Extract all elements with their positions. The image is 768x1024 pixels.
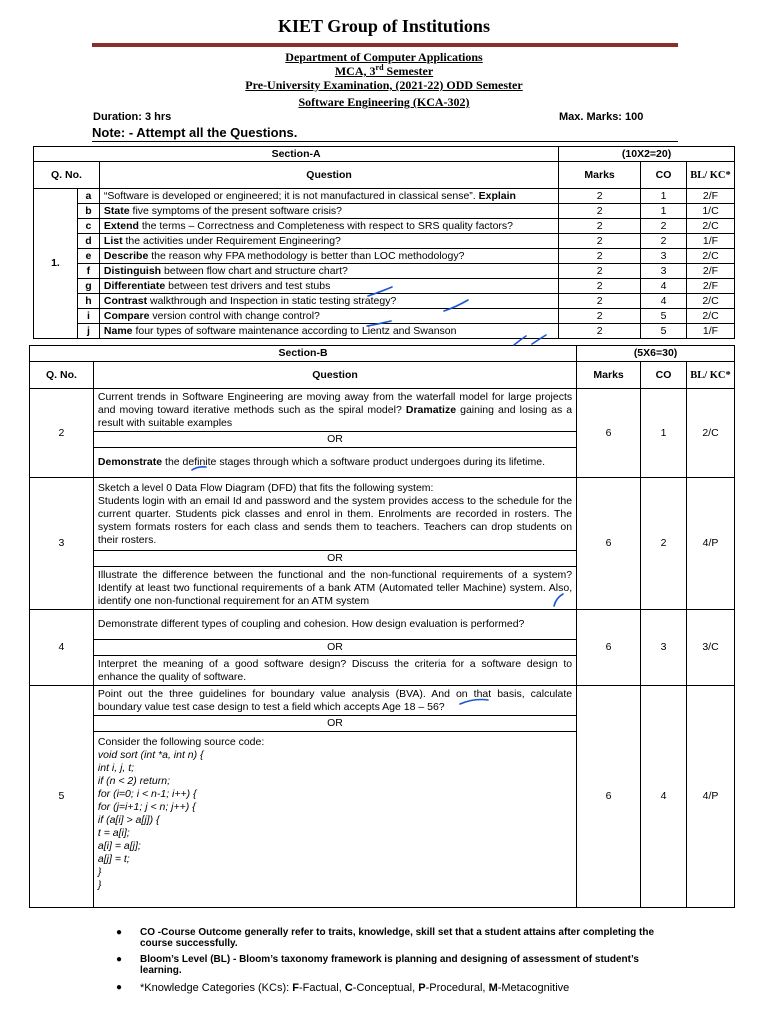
code-line: for (j=i+1; j < n; j++) { — [97, 801, 196, 813]
sub-question-text: Distinguish between flow chart and structure chart? — [99, 264, 558, 279]
footnote-kc: ● *Knowledge Categories (KCs): F-Factual, C-Conceptual, P-Procedural, M-Metacognitive — [116, 982, 570, 994]
q3-number: 3 — [30, 478, 94, 610]
q1-number: 1. — [34, 189, 78, 339]
header-bl: BL/ KC* — [687, 162, 735, 189]
sub-question-co: 4 — [641, 294, 687, 309]
header-bl: BL/ KC* — [687, 362, 735, 389]
q4-co: 3 — [641, 610, 687, 686]
sub-question-letter: e — [77, 249, 99, 264]
sub-question-marks: 2 — [559, 279, 641, 294]
pen-tick-j1 — [514, 336, 526, 345]
sub-question-marks: 2 — [559, 234, 641, 249]
code-line: void sort (int *a, int n) { — [97, 749, 204, 761]
sub-question-bl: 2/C — [687, 219, 735, 234]
sub-question-co: 3 — [641, 249, 687, 264]
sub-question-marks: 2 — [559, 249, 641, 264]
footnote-bl: ● Bloom’s Level (BL) - Bloom’s taxonomy framework is planning and designing of assessment of student’s learning. — [116, 954, 639, 976]
q2-option-b: Demonstrate the definite stages through which a software product undergoes during its lifetime. — [93, 448, 576, 478]
sub-question-co: 1 — [641, 204, 687, 219]
sub-question-bl: 2/F — [687, 189, 735, 204]
sub-question-letter: d — [77, 234, 99, 249]
sub-question-bl: 1/C — [687, 204, 735, 219]
section-b-title: Section-B — [30, 346, 577, 362]
sub-question-bl: 2/C — [687, 294, 735, 309]
header-co: CO — [641, 362, 687, 389]
sub-question-text: Describe the reason why FPA methodology is better than LOC methodology? — [99, 249, 558, 264]
sub-question-marks: 2 — [559, 294, 641, 309]
sub-question-letter: b — [77, 204, 99, 219]
q2-option-a: Current trends in Software Engineering are moving away from the waterfall model for large projects and moving toward iterative methods such as the spiral model? Dramatize gaining and losing as a result with suitable examples — [93, 389, 576, 432]
code-line: t = a[i]; — [97, 827, 130, 839]
sub-question-text: Compare version control with change control? — [99, 309, 558, 324]
section-a-scheme: (10X2=20) — [559, 147, 735, 162]
q3-option-a: Sketch a level 0 Data Flow Diagram (DFD) that fits the following system: Students login with an email Id and password and the system provides access to the schedule for the current quarter. Students pick classes and enrol in them. Enrolments are recorded in rosters. The system formats rosters for each class and sends them to teachers. Teachers can drop students on their rosters. — [93, 478, 576, 551]
q4-option-b: Interpret the meaning of a good software design? Discuss the criteria for a software design to enhance the quality of software. — [93, 656, 576, 686]
sub-question-letter: g — [77, 279, 99, 294]
pen-tick-j2 — [532, 335, 546, 344]
footnote-co: ● CO -Course Outcome generally refer to traits, knowledge, skill set that a student attains after completing the course successfully. — [116, 927, 654, 949]
header-co: CO — [641, 162, 687, 189]
code-line: } — [97, 879, 102, 891]
sub-question-letter: a — [77, 189, 99, 204]
sub-question-co: 5 — [641, 309, 687, 324]
exam-name: Pre-University Examination, (2021-22) ODD Semester — [245, 78, 523, 92]
or-label: OR — [93, 432, 576, 448]
q5-option-a: Point out the three guidelines for boundary value analysis (BVA). And on that basis, calculate boundary value test case design to test a field which accepts Age 18 – 56? — [93, 686, 576, 716]
sub-question-text: Name four types of software maintenance according to Lientz and Swanson — [99, 324, 558, 339]
sub-question-marks: 2 — [559, 204, 641, 219]
subject: Software Engineering (KCA-302) — [298, 95, 470, 109]
department: Department of Computer Applications — [285, 50, 483, 64]
header-marks: Marks — [577, 362, 641, 389]
or-label: OR — [93, 551, 576, 567]
pen-tick-q2 — [192, 467, 206, 470]
bullet-icon: ● — [116, 927, 123, 938]
sub-question-letter: i — [77, 309, 99, 324]
q5-option-b: Consider the following source code: void sort (int *a, int n) { int i, j, t; if (n < 2) return; for (i=0; i < n-1; i++) { for (j=i+1; j < n; j++) { if (a[i] > a[j]) { t = a[i]; a[i] = a[j]; a[j] = t; } } — [93, 732, 576, 908]
q3-marks: 6 — [577, 478, 641, 610]
sub-question-letter: j — [77, 324, 99, 339]
sub-question-letter: f — [77, 264, 99, 279]
q4-bl: 3/C — [687, 610, 735, 686]
sub-question-bl: 2/C — [687, 309, 735, 324]
duration: Duration: 3 hrs — [93, 111, 172, 123]
q3-co: 2 — [641, 478, 687, 610]
q4-marks: 6 — [577, 610, 641, 686]
sub-question-text: Contrast walkthrough and Inspection in static testing strategy? — [99, 294, 558, 309]
pen-tick-q3 — [554, 594, 563, 606]
code-line: a[i] = a[j]; — [97, 840, 141, 852]
section-b-scheme: (5X6=30) — [577, 346, 735, 362]
sub-question-text: State five symptoms of the present software crisis? — [99, 204, 558, 219]
sub-question-co: 3 — [641, 264, 687, 279]
bullet-icon: ● — [116, 982, 123, 993]
sub-question-marks: 2 — [559, 219, 641, 234]
pen-tick-h — [444, 300, 468, 311]
q3-bl: 4/P — [687, 478, 735, 610]
header-marks: Marks — [559, 162, 641, 189]
sub-question-text: “Software is developed or engineered; it is not manufactured in classical sense”. Explain — [99, 189, 558, 204]
header-qno: Q. No. — [30, 362, 94, 389]
sub-question-text: Differentiate between test drivers and test stubs — [99, 279, 558, 294]
code-line: a[j] = t; — [97, 853, 130, 865]
sub-question-co: 4 — [641, 279, 687, 294]
code-line: int i, j, t; — [97, 762, 135, 774]
sub-question-co: 2 — [641, 219, 687, 234]
q4-option-a: Demonstrate different types of coupling and cohesion. How design evaluation is performed? — [93, 610, 576, 640]
or-label: OR — [93, 716, 576, 732]
sub-question-bl: 1/F — [687, 234, 735, 249]
sub-question-bl: 2/F — [687, 264, 735, 279]
code-line: if (n < 2) return; — [97, 775, 170, 787]
sub-question-marks: 2 — [559, 189, 641, 204]
q2-number: 2 — [30, 389, 94, 478]
sub-question-bl: 2/C — [687, 249, 735, 264]
section-a-title: Section-A — [34, 147, 559, 162]
sub-question-text: Extend the terms – Correctness and Completeness with respect to SRS quality factors? — [99, 219, 558, 234]
sub-question-marks: 2 — [559, 264, 641, 279]
pen-tick-q5 — [460, 700, 488, 705]
q5-number: 5 — [30, 686, 94, 908]
code-line: if (a[i] > a[j]) { — [97, 814, 160, 826]
max-marks: Max. Marks: 100 — [559, 111, 644, 123]
pen-tick-i — [367, 321, 391, 326]
sub-question-marks: 2 — [559, 309, 641, 324]
q4-number: 4 — [30, 610, 94, 686]
sub-question-text: List the activities under Requirement Engineering? — [99, 234, 558, 249]
sub-question-letter: c — [77, 219, 99, 234]
instruction-note: Note: - Attempt all the Questions. — [92, 125, 678, 142]
q5-co: 4 — [641, 686, 687, 908]
pen-tick-g — [368, 287, 392, 296]
or-label: OR — [93, 640, 576, 656]
code-line: } — [97, 866, 102, 878]
header-qno: Q. No. — [34, 162, 100, 189]
sub-question-marks: 2 — [559, 324, 641, 339]
q2-co: 1 — [641, 389, 687, 478]
sub-question-co: 5 — [641, 324, 687, 339]
sub-question-co: 1 — [641, 189, 687, 204]
q5-bl: 4/P — [687, 686, 735, 908]
q3-option-b: Illustrate the difference between the functional and the non-functional requirements of a system? Identify at least two functional requirements of a bank ATM (Automated teller Machine) system. Also, identify one non-functional requirement for an ATM system — [93, 567, 576, 610]
sub-question-bl: 2/F — [687, 279, 735, 294]
sub-question-co: 2 — [641, 234, 687, 249]
q5-marks: 6 — [577, 686, 641, 908]
institution-title: KIET Group of Institutions — [278, 16, 490, 36]
program: MCA, 3rd Semester — [334, 63, 434, 78]
header-question: Question — [93, 362, 576, 389]
header-question: Question — [99, 162, 558, 189]
sub-question-letter: h — [77, 294, 99, 309]
code-line: for (i=0; i < n-1; i++) { — [97, 788, 197, 800]
q2-bl: 2/C — [687, 389, 735, 478]
sub-question-bl: 1/F — [687, 324, 735, 339]
q2-marks: 6 — [577, 389, 641, 478]
bullet-icon: ● — [116, 954, 123, 965]
